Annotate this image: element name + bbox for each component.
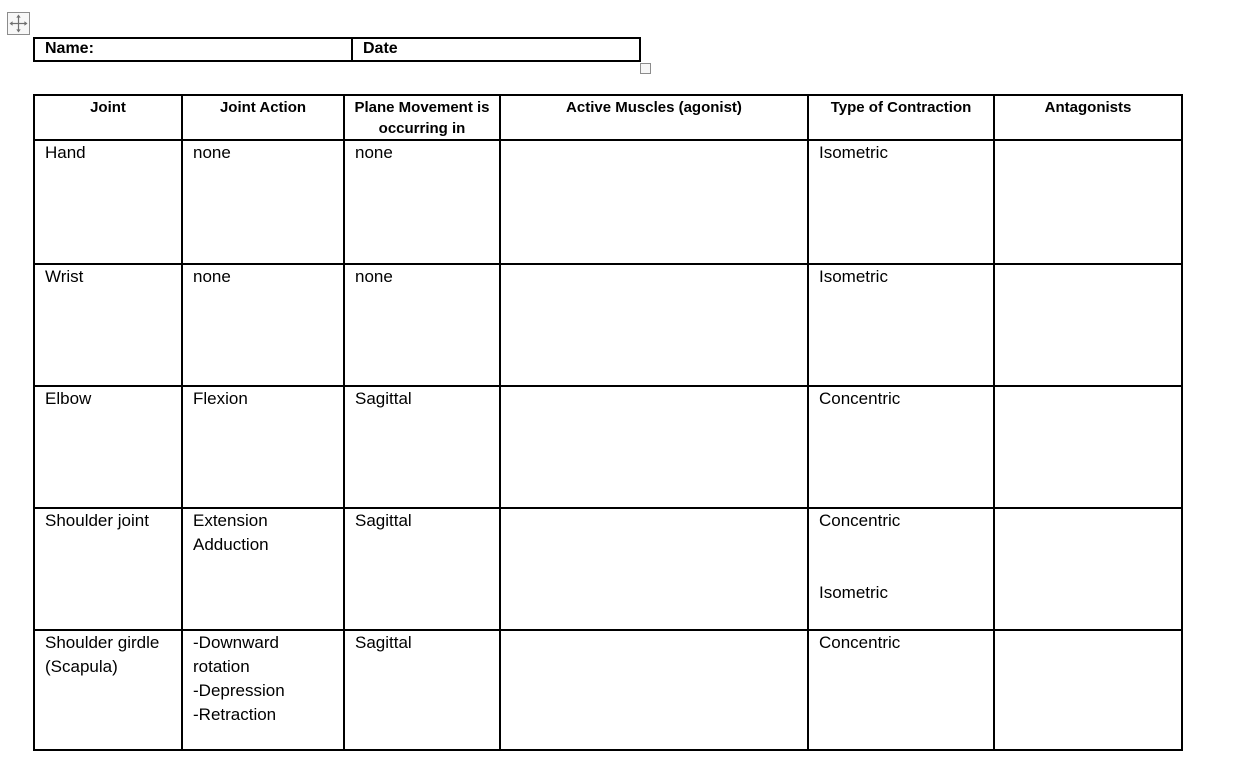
cell-text: Sagittal xyxy=(355,511,412,530)
cell-text: none xyxy=(193,267,231,286)
contraction-cell[interactable] xyxy=(808,508,994,630)
antagonists-cell[interactable] xyxy=(994,264,1182,386)
cell-text: Concentric xyxy=(819,511,901,530)
cell-text: Extension xyxy=(193,511,268,530)
cell-text: Hand xyxy=(45,143,86,162)
column-header-antagonists: Antagonists xyxy=(994,95,1182,140)
table-resize-icon[interactable] xyxy=(640,63,651,74)
joint-cell[interactable] xyxy=(34,140,182,264)
column-header-joint-action: Joint Action xyxy=(182,95,344,140)
plane-cell[interactable] xyxy=(344,140,500,264)
action-cell[interactable] xyxy=(182,386,344,508)
name-field[interactable] xyxy=(34,38,352,61)
cell-text: Sagittal xyxy=(355,389,412,408)
contraction-cell[interactable] xyxy=(808,264,994,386)
cell-text: Shoulder girdle xyxy=(45,633,160,652)
action-cell[interactable] xyxy=(182,630,344,750)
cell-text: none xyxy=(355,267,393,286)
contraction-cell[interactable] xyxy=(808,140,994,264)
antagonists-cell[interactable] xyxy=(994,630,1182,750)
cell-text: -Downward xyxy=(193,633,279,652)
worksheet-table xyxy=(33,94,1183,751)
contraction-cell[interactable] xyxy=(808,630,994,750)
action-cell[interactable] xyxy=(182,140,344,264)
cell-text: Shoulder joint xyxy=(45,511,149,530)
joint-cell[interactable] xyxy=(34,508,182,630)
agonist-cell[interactable] xyxy=(500,264,808,386)
cell-text: Flexion xyxy=(193,389,248,408)
antagonists-cell[interactable] xyxy=(994,140,1182,264)
plane-cell[interactable] xyxy=(344,508,500,630)
cell-text: Isometric xyxy=(819,267,888,286)
plane-cell[interactable] xyxy=(344,264,500,386)
cell-text: Concentric xyxy=(819,389,901,408)
contraction-cell[interactable] xyxy=(808,386,994,508)
cell-text: -Depression xyxy=(193,681,285,700)
table-row xyxy=(34,140,1182,264)
agonist-cell[interactable] xyxy=(500,386,808,508)
joint-cell[interactable] xyxy=(34,630,182,750)
table-row xyxy=(34,508,1182,630)
agonist-cell[interactable] xyxy=(500,140,808,264)
cell-text: none xyxy=(355,143,393,162)
table-row xyxy=(34,630,1182,750)
antagonists-cell[interactable] xyxy=(994,508,1182,630)
cell-text: (Scapula) xyxy=(45,657,118,676)
plane-cell[interactable] xyxy=(344,630,500,750)
cell-text: none xyxy=(193,143,231,162)
table-row xyxy=(34,386,1182,508)
joint-cell[interactable] xyxy=(34,264,182,386)
agonist-cell[interactable] xyxy=(500,630,808,750)
header-row xyxy=(34,95,1182,140)
table-move-icon[interactable] xyxy=(7,12,30,35)
column-header-contraction: Type of Contraction xyxy=(808,95,994,140)
date-field[interactable] xyxy=(352,38,640,61)
cell-text: Concentric xyxy=(819,633,901,652)
cell-text: -Retraction xyxy=(193,705,277,724)
name-label: Name: xyxy=(45,40,94,57)
name-date-table xyxy=(33,37,641,62)
cell-text: Wrist xyxy=(45,267,84,286)
column-header-agonist: Active Muscles (agonist) xyxy=(500,95,808,140)
action-cell[interactable] xyxy=(182,264,344,386)
column-header-plane: Plane Movement is occurring in xyxy=(344,95,500,140)
antagonists-cell[interactable] xyxy=(994,386,1182,508)
cell-text: Adduction xyxy=(193,535,269,554)
cell-text: Elbow xyxy=(45,389,92,408)
column-header-joint: Joint xyxy=(34,95,182,140)
cell-text: rotation xyxy=(193,657,250,676)
cell-text: Isometric xyxy=(819,583,888,602)
table-row xyxy=(34,264,1182,386)
agonist-cell[interactable] xyxy=(500,508,808,630)
cell-text: Isometric xyxy=(819,143,888,162)
cell-text: Sagittal xyxy=(355,633,412,652)
date-label: Date xyxy=(363,40,398,57)
plane-cell[interactable] xyxy=(344,386,500,508)
joint-cell[interactable] xyxy=(34,386,182,508)
action-cell[interactable] xyxy=(182,508,344,630)
